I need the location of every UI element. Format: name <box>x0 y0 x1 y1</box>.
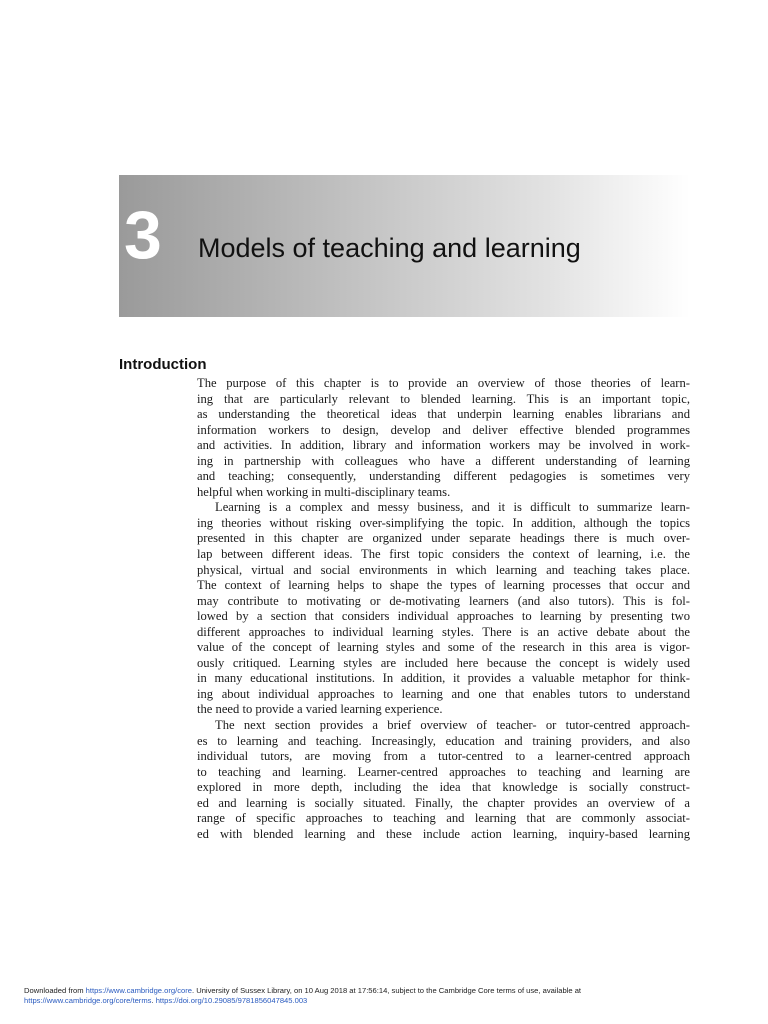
body-text <box>197 376 690 842</box>
text-line: physical, virtual and social environments in which learning and teaching takes place. <box>197 562 690 577</box>
download-footer <box>24 986 744 1006</box>
text-line: to teaching and learning. Learner-centred approaches to teaching and learning are <box>197 764 690 779</box>
text-line: in many educational institutions. In addition, it provides a valuable metaphor for think- <box>197 671 690 686</box>
doi-link[interactable]: https://doi.org/10.29085/9781856047845.003 <box>155 996 308 1005</box>
text-line: information workers to design, develop and deliver effective blended programmes <box>197 422 690 437</box>
chapter-number: 3 <box>124 197 162 273</box>
text-line: lowed by a section that considers individual approaches to learning by presenting two <box>197 609 690 624</box>
text-line: and teaching; consequently, understanding different pedagogies is sometimes very <box>197 469 690 484</box>
text-line: ing in partnership with colleagues who have a different understanding of learning <box>197 453 690 468</box>
section-heading: Introduction <box>119 356 207 373</box>
text-line: es to learning and teaching. Increasingly, education and training providers, and also <box>197 733 690 748</box>
text-line: explored in more depth, including the idea that knowledge is socially construct- <box>197 780 690 795</box>
text-line: and activities. In addition, library and information workers may be involved in work- <box>197 438 690 453</box>
text-line: the need to provide a varied learning experience. <box>197 702 443 717</box>
text-line: presented in this chapter are organized under separate headings there is much over- <box>197 531 690 546</box>
text-line: value of the concept of learning styles and some of the research in this area is vigor- <box>197 640 690 655</box>
text-line: ed and learning is socially situated. Finally, the chapter provides an overview of a <box>197 795 690 810</box>
text-line: individual tutors, are moving from a tutor-centred to a learner-centred approach <box>197 749 690 764</box>
text-line: may contribute to motivating or de-motivating learners (and also tutors). This is fol- <box>197 593 690 608</box>
footer-separator: . <box>151 996 156 1005</box>
footer-prefix: Downloaded from <box>24 986 86 995</box>
text-line: ing about individual approaches to learning and one that enables tutors to understand <box>197 686 690 701</box>
footer-middle: . University of Sussex Library, on 10 Aug 2018 at 17:56:14, subject to the Cambridge Core terms of use, available at <box>192 986 582 995</box>
text-line: Learning is a complex and messy business, and it is difficult to summarize learn- <box>215 500 690 515</box>
terms-link[interactable]: https://www.cambridge.org/core/terms <box>24 996 152 1005</box>
text-line: ing theories without risking over-simplifying the topic. In addition, although the topics <box>197 515 690 530</box>
text-line: range of specific approaches to teaching and learning that are commonly associat- <box>197 811 690 826</box>
text-line: as understanding the theoretical ideas that underpin learning enables librarians and <box>197 407 690 422</box>
text-line: ed with blended learning and these include action learning, inquiry-based learning <box>197 826 690 841</box>
text-line: ously critiqued. Learning styles are included here because the concept is widely used <box>197 655 690 670</box>
cambridge-core-link[interactable]: https://www.cambridge.org/core <box>85 986 192 995</box>
text-line: ing that are particularly relevant to blended learning. This is an important topic, <box>197 391 690 406</box>
text-line: The purpose of this chapter is to provide an overview of those theories of learn- <box>197 376 690 390</box>
text-line: different approaches to individual learning styles. There is an active debate about the <box>197 624 690 639</box>
text-line: The next section provides a brief overview of teacher- or tutor-centred approach- <box>215 718 690 733</box>
text-line: helpful when working in multi-disciplinary teams. <box>197 484 451 499</box>
text-line: The context of learning helps to shape the types of learning processes that occur and <box>197 578 690 593</box>
text-line: lap between different ideas. The first topic considers the context of learning, i.e. the <box>197 547 690 562</box>
chapter-title: Models of teaching and learning <box>198 233 581 263</box>
